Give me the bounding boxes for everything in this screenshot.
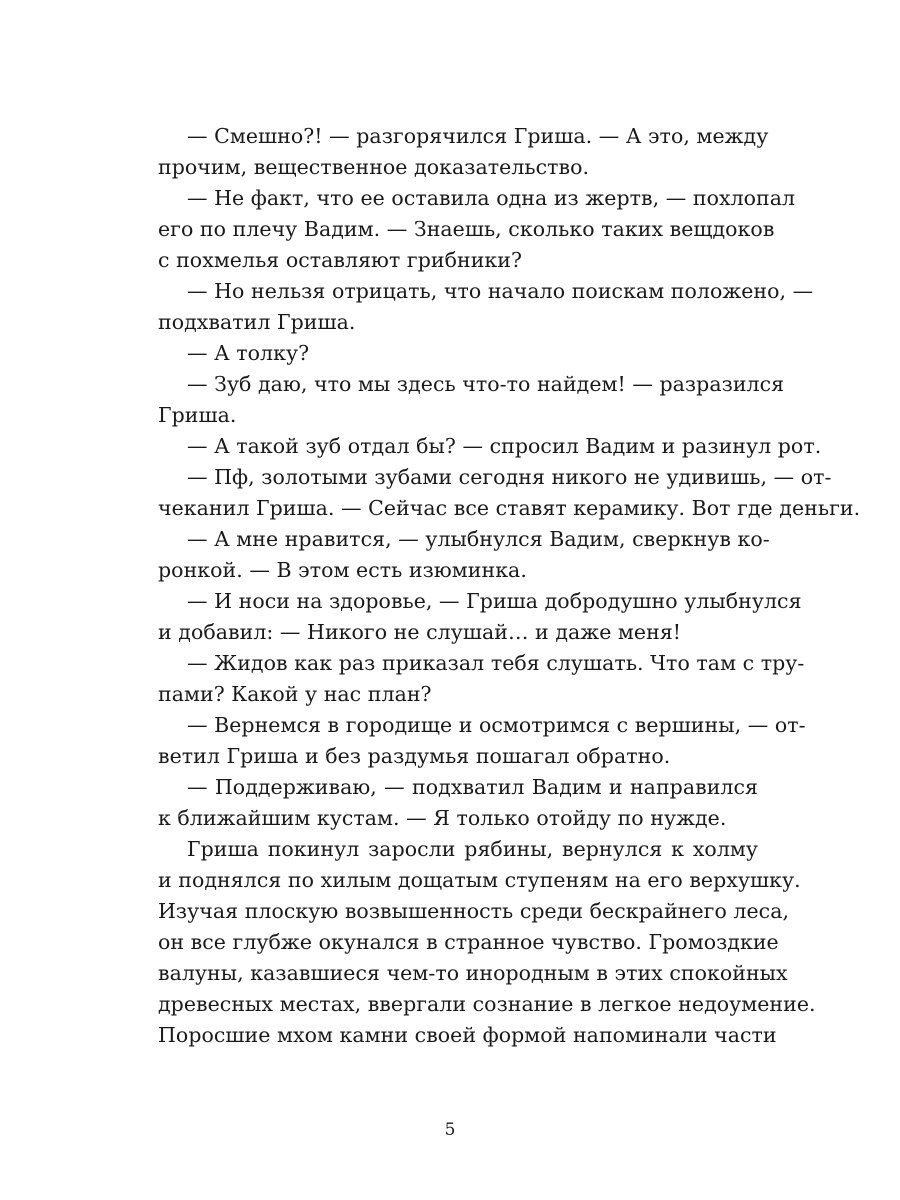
text-line: древесных местах, ввергали сознание в легкое недоумение. [158,992,816,1016]
text-line: его по плечу Вадим. — Знаешь, сколько таких вещдоков [158,217,775,241]
text-line: с похмелья оставляют грибники? [158,248,523,272]
text-line: — Смешно?! — разгорячился Гриша. — А это, между [187,124,769,148]
text-line: чеканил Гриша. — Сейчас все ставят керамику. Вот где деньги. [158,496,861,520]
text-line: ронкой. — В этом есть изюминка. [158,558,527,582]
text-line: Поросшие мхом камни своей формой напоминали части [158,1023,777,1047]
text-line: и добавил: — Никого не слушай… и даже меня! [158,620,682,644]
text-line: подхватил Гриша. [158,310,356,334]
text-line: пами? Какой у нас план? [158,682,432,706]
text-line: — А толку? [187,341,310,365]
text-line: — Но нельзя отрицать, что начало поискам положено, — [187,279,814,303]
text-line: ветил Гриша и без раздумья пошагал обратно. [158,744,671,768]
text-line: Изучая плоскую возвышенность среди бескрайнего леса, [158,899,790,923]
text-line: и поднялся по хилым дощатым ступеням на его верхушку. [158,868,801,892]
text-line: Гриша покинул заросли рябины, вернулся к холму [187,837,758,861]
text-line: — Жидов как раз приказал тебя слушать. Что там с тру- [187,651,805,675]
text-line: валуны, казавшиеся чем-то инородным в этих спокойных [158,961,788,985]
text-line: — Не факт, что ее оставила одна из жертв, — похлопал [187,186,796,210]
text-line: — Пф, золотыми зубами сегодня никого не удивишь, — от- [187,465,832,489]
text-line: — Вернемся в городище и осмотримся с вершины, — от- [187,713,806,737]
text-line: — Поддерживаю, — подхватил Вадим и направился [187,775,758,799]
text-line: он все глубже окунался в странное чувство. Громоздкие [158,930,779,954]
text-line: прочим, вещественное доказательство. [158,155,590,179]
text-line: к ближайшим кустам. — Я только отойду по нужде. [158,806,727,830]
text-line: Гриша. [158,403,237,427]
page-number: 5 [444,1120,456,1140]
text-line: — А мне нравится, — улыбнулся Вадим, сверкнув ко- [187,527,770,551]
body-text [158,121,861,1051]
text-line: — Зуб даю, что мы здесь что-то найдем! — разразился [187,372,785,396]
text-line: — И носи на здоровье, — Гриша добродушно улыбнулся [187,589,802,613]
text-line: — А такой зуб отдал бы? — спросил Вадим и разинул рот. [187,434,822,458]
